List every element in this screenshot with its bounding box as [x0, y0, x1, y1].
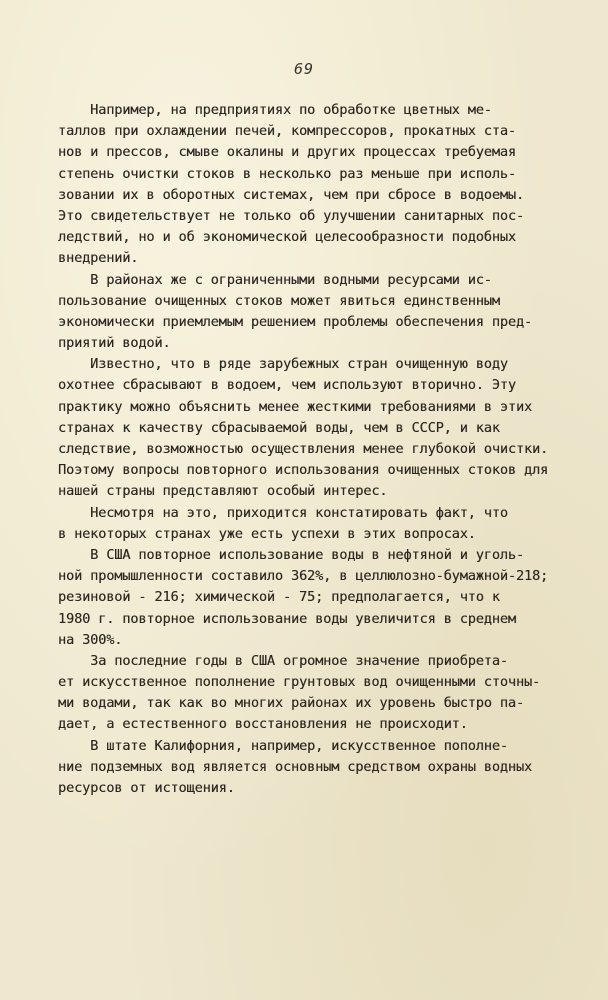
text-line: приятий водой.: [58, 335, 171, 352]
text-line: За последние годы в США огромное значение приобрета-: [58, 652, 508, 669]
text-line: Известно, что в ряде зарубежных стран очищенную воду: [58, 356, 508, 373]
text-line: Поэтому вопросы повторного использования очищенных стоков для: [58, 462, 549, 479]
text-line: 1980 г. повторное использование воды увеличится в среднем: [58, 610, 516, 627]
text-line: экономически приемлемым решением проблемы обеспечения пред-: [58, 313, 533, 330]
text-line: зовании их в оборотных системах, чем при сбросе в водоемы.: [58, 186, 524, 203]
text-line: ми водами, так как во многих районах их уровень быстро па-: [58, 695, 524, 712]
text-line: В штате Калифорния, например, искусственное пополне-: [58, 737, 508, 754]
text-line: ет искусственное пополнение грунтовых вод очищенными сточны-: [58, 674, 541, 691]
text-line: на 300%.: [58, 631, 123, 648]
text-line: Несмотря на это, приходится констатировать факт, что: [58, 504, 508, 521]
text-line: Это свидетельствует не только об улучшении санитарных пос-: [58, 207, 524, 224]
text-line: ной промышленности составило 362%, в целлюлозно-бумажной-218;: [58, 568, 549, 585]
body-text: [58, 100, 578, 799]
text-line: пользование очищенных стоков может явиться единственным: [58, 292, 500, 309]
text-line: Например, на предприятиях по обработке цветных ме-: [58, 102, 492, 118]
text-line: нашей страны представляют особый интерес.: [58, 483, 388, 500]
text-line: В США повторное использование воды в нефтяной и уголь-: [58, 546, 524, 563]
text-line: резиновой - 216; химической - 75; предполагается, что к: [58, 589, 500, 606]
text-line: ресурсов от истощения.: [58, 780, 235, 796]
text-line: дает, а естественного восстановления не происходит.: [58, 716, 468, 733]
text-line: в некоторых странах уже есть успехи в этих вопросах.: [58, 525, 476, 542]
text-line: внедрений.: [58, 250, 139, 267]
text-line: таллов при охлаждении печей, компрессоров, прокатных ста-: [58, 123, 516, 140]
text-line: практику можно объяснить менее жесткими требованиями в этих: [58, 398, 533, 415]
text-line: нов и прессов, смыве окалины и других процессах требуемая: [58, 144, 516, 161]
text-line: странах к качеству сбрасываемой воды, чем в СССР, и как: [58, 419, 500, 436]
text-line: следствие, возможностью осуществления менее глубокой очистки.: [58, 441, 549, 457]
text-line: ледствий, но и об экономической целесообразности подобных: [58, 229, 516, 246]
text-line: охотнее сбрасывают в водоем, чем используют вторично. Эту: [58, 377, 516, 394]
text-line: ние подземных вод является основным средством охраны водных: [58, 758, 533, 775]
text-line: степень очистки стоков в несколько раз меньше при исполь-: [58, 165, 516, 182]
page-number: 69: [293, 60, 315, 78]
text-line: В районах же с ограниченными водными ресурсами ис-: [58, 271, 492, 288]
